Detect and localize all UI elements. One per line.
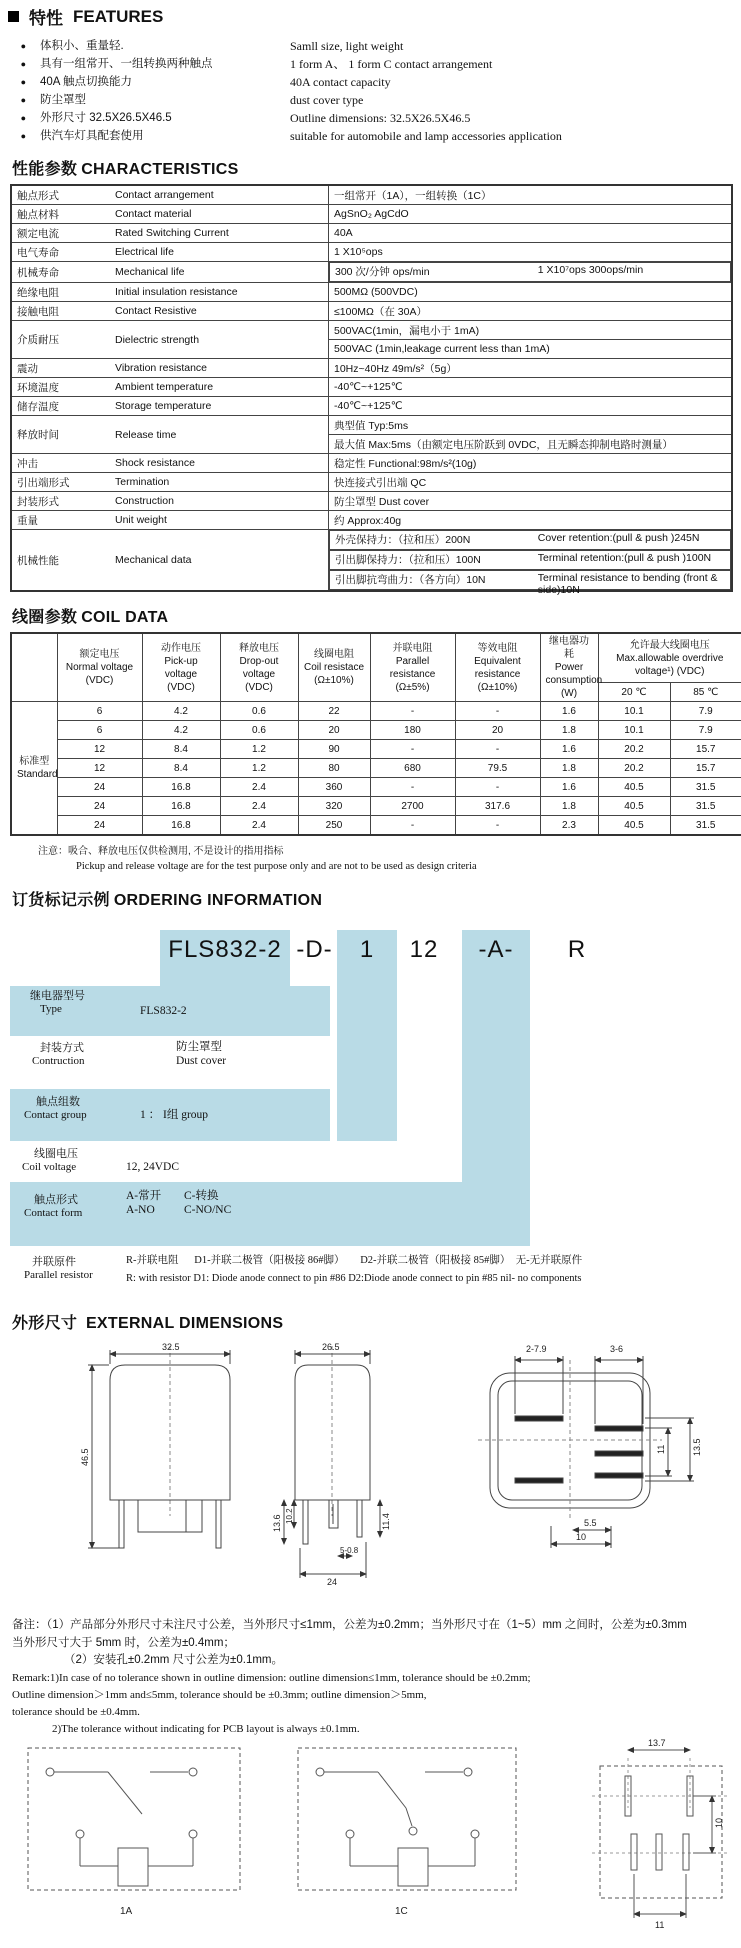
- ordering-row-form-value2: C-转换 C-NO/NC: [184, 1189, 232, 1216]
- dim-side-pin-b: 10.2: [285, 1508, 294, 1524]
- char-value: 1 X10⁵ops: [329, 243, 733, 262]
- bullet-icon: ●: [20, 59, 26, 69]
- pcb-dim-right: 10: [714, 1818, 724, 1829]
- coil-cell: 1.8: [540, 759, 598, 778]
- coil-cell: 250: [298, 816, 370, 836]
- dimensions-heading-cn: 外形尺寸: [12, 1314, 78, 1332]
- coil-cell: -: [455, 778, 540, 797]
- char-label-en: Dielectric strength: [110, 321, 329, 359]
- coil-cell: 12: [57, 759, 142, 778]
- char-value: 引出脚抗弯曲力：（各方向）10N Terminal resistance to bending (front & side)10N: [329, 570, 731, 590]
- ordering-row-parallel-value-cn: R-并联电阻 D1-并联二极管（阳极接 86#脚） D2-并联二极管（阳极接 85#脚） 无-无并联原件: [126, 1254, 583, 1266]
- coil-cell: 6: [57, 721, 142, 740]
- bullet-icon: ●: [20, 77, 26, 87]
- char-label-en: Unit weight: [110, 511, 329, 530]
- dim-side-pin-c: 11.4: [381, 1512, 391, 1530]
- dim-side-tab: 5-0.8: [340, 1545, 359, 1555]
- coil-cell: 20.2: [598, 740, 670, 759]
- char-value: -40℃~+125℃: [329, 397, 733, 416]
- char-label-en: Contact material: [110, 205, 329, 224]
- char-value: 外壳保持力：（拉和压）200N Cover retention:(pull & push )245N: [329, 530, 731, 550]
- ordering-row-group-value: 1 ： I组 group: [140, 1108, 209, 1121]
- coil-cell: 40.5: [598, 797, 670, 816]
- char-label-cn: 触点形式: [11, 185, 110, 205]
- coil-cell: 31.5: [670, 816, 741, 836]
- char-value: 10Hz~40Hz 49m/s²（5g）: [329, 359, 733, 378]
- characteristics-row: [11, 378, 732, 397]
- feature-text-en: Samll size, light weight: [290, 39, 404, 53]
- coil-cell: 2.4: [220, 816, 298, 836]
- ordering-heading-en: ORDERING INFORMATION: [113, 891, 323, 909]
- coil-header: 继电器功耗 Power consumption (W): [540, 633, 598, 702]
- coil-cell: 20.2: [598, 759, 670, 778]
- coil-cell: 22: [298, 702, 370, 721]
- ordering-row-parallel-label: 并联原件 Parallel resistor: [24, 1255, 93, 1281]
- square-bullet-icon: [8, 11, 19, 22]
- char-label-cn: 封装形式: [11, 492, 110, 511]
- char-label-en: Initial insulation resistance: [110, 283, 329, 302]
- coil-header-row: [11, 633, 741, 683]
- char-value: 约 Approx:40g: [329, 511, 733, 530]
- dim-side-width: 26.5: [322, 1341, 340, 1352]
- characteristics-row: [11, 511, 732, 530]
- feature-text-cn: 外形尺寸 32.5X26.5X46.5: [40, 112, 172, 124]
- coil-cell: 2.3: [540, 816, 598, 836]
- coil-cell: 20: [455, 721, 540, 740]
- coil-cell: 2700: [370, 797, 455, 816]
- coil-header: 等效电阻 Equivalent resistance (Ω±10%): [455, 633, 540, 702]
- coil-note-en: Pickup and release voltage are for the test purpose only and are not to be used as design criteria: [76, 861, 477, 872]
- coil-cell: -: [455, 816, 540, 836]
- coil-data-row: [11, 759, 741, 778]
- char-label-en: Contact Resistive: [110, 302, 329, 321]
- dim-side-bottom: 24: [327, 1576, 338, 1587]
- coil-group-header: [11, 633, 57, 702]
- dim-bottom-top-right: 3-6: [610, 1343, 624, 1354]
- char-value: 防尘罩型 Dust cover: [329, 492, 733, 511]
- feature-text-en: dust cover type: [290, 93, 364, 107]
- coil-data-row: [11, 702, 741, 721]
- coil-data-row: [11, 778, 741, 797]
- characteristics-row: [11, 185, 732, 205]
- coil-header: 线圈电阻 Coil resistace (Ω±10%): [298, 633, 370, 702]
- remark-en-3: tolerance should be ±0.4mm.: [12, 1706, 140, 1719]
- dim-bottom-right-inner: 11: [656, 1444, 666, 1454]
- ordering-row-voltage-label: 线圈电压 Coil voltage: [22, 1147, 78, 1173]
- coil-data-row: [11, 721, 741, 740]
- char-label-en: Rated Switching Current: [110, 224, 329, 243]
- coil-cell: 31.5: [670, 778, 741, 797]
- coil-cell: 2.4: [220, 778, 298, 797]
- coil-cell: 320: [298, 797, 370, 816]
- char-value: 500MΩ (500VDC): [329, 283, 733, 302]
- characteristics-row: [11, 530, 732, 551]
- char-label-en: Construction: [110, 492, 329, 511]
- coil-cell: 8.4: [142, 740, 220, 759]
- pcb-dim-top: 13.7: [648, 1738, 666, 1749]
- coil-note: [38, 844, 741, 875]
- ordering-diagram: [0, 926, 741, 1298]
- coil-cell: 15.7: [670, 759, 741, 778]
- wiring-label-1c: 1C: [395, 1906, 408, 1918]
- characteristics-row: [11, 302, 732, 321]
- wiring-diagrams: [0, 1738, 741, 1943]
- characteristics-heading: [12, 156, 741, 179]
- remark-cn-1: 备注：（1）产品部分外形尺寸未注尺寸公差，当外形尺寸≤1mm，公差为±0.2mm；当外形尺寸在（1~5）mm 之间时，公差为±0.3mm: [12, 1618, 687, 1631]
- features-heading-en: FEATURES: [73, 6, 164, 26]
- ordering-row-parallel-value-en: R: with resistor D1: Diode anode connect to pin #86 D2:Diode anode connect to pin #85 nil- no components: [126, 1272, 582, 1284]
- ordering-row-type-label: 继电器型号 Type: [30, 989, 85, 1015]
- ordering-row-voltage-value: 12, 24VDC: [126, 1160, 180, 1173]
- feature-item: [0, 75, 741, 90]
- characteristics-row: [11, 205, 732, 224]
- coil-cell: 180: [370, 721, 455, 740]
- char-value: 引出脚保持力：（拉和压）100N Terminal retention:(pull & push )100N: [329, 550, 731, 570]
- coil-heading-en: COIL DATA: [81, 609, 169, 626]
- coil-cell: 0.6: [220, 721, 298, 740]
- ordering-code-construction: -D-: [296, 935, 333, 963]
- characteristics-row: [11, 359, 732, 378]
- feature-text-en: Outline dimensions: 32.5X26.5X46.5: [290, 111, 471, 125]
- feature-text-cn: 防尘罩型: [40, 94, 86, 106]
- features-heading: [6, 4, 741, 29]
- ordering-row-form-label: 触点形式 Contact form: [24, 1193, 83, 1219]
- char-label-cn: 触点材料: [11, 205, 110, 224]
- features-heading-cn: 特性: [29, 9, 63, 28]
- char-label-en: Mechanical data: [110, 530, 329, 592]
- char-value: 典型值 Typ:5ms: [329, 416, 733, 435]
- ordering-row-construction-value: 防尘罩型 Dust cover: [176, 1040, 227, 1067]
- coil-cell: 24: [57, 816, 142, 836]
- feature-item: [0, 39, 741, 54]
- coil-cell: 4.2: [142, 702, 220, 721]
- coil-heading-cn: 线圈参数: [12, 609, 78, 626]
- char-label-en: Shock resistance: [110, 454, 329, 473]
- char-label-cn: 介质耐压: [11, 321, 110, 359]
- coil-cell: 4.2: [142, 721, 220, 740]
- char-label-en: Mechanical life: [110, 262, 329, 283]
- coil-cell: -: [370, 778, 455, 797]
- pcb-dim-bottom: 11: [655, 1920, 665, 1931]
- dimensions-heading: [12, 1310, 741, 1333]
- ordering-row-form-value1: A-常开 A-NO: [126, 1189, 162, 1216]
- coil-cell: 24: [57, 797, 142, 816]
- coil-cell: 40.5: [598, 816, 670, 836]
- char-label-cn: 绝缘电阻: [11, 283, 110, 302]
- char-value: 快连接式引出端 QC: [329, 473, 733, 492]
- char-value: ≤100MΩ（在 30A）: [329, 302, 733, 321]
- ordering-row-construction-label: 封装方式 Contruction: [32, 1041, 85, 1067]
- coil-cell: 360: [298, 778, 370, 797]
- ordering-code-group: 1: [359, 935, 375, 963]
- coil-cell: 6: [57, 702, 142, 721]
- bullet-icon: ●: [20, 131, 26, 141]
- coil-cell: 16.8: [142, 797, 220, 816]
- coil-cell: 680: [370, 759, 455, 778]
- coil-cell: 0.6: [220, 702, 298, 721]
- feature-text-en: suitable for automobile and lamp accessories application: [290, 129, 562, 143]
- ordering-code-type: FLS832-2: [168, 935, 282, 963]
- coil-cell: 317.6: [455, 797, 540, 816]
- characteristics-table: [10, 184, 733, 596]
- characteristics-row: [11, 262, 732, 283]
- coil-header: 额定电压 Normal voltage (VDC): [57, 633, 142, 702]
- characteristics-row: [11, 397, 732, 416]
- char-label-cn: 重量: [11, 511, 110, 530]
- ordering-code-form: -A-: [478, 935, 514, 963]
- characteristics-row: [11, 416, 732, 435]
- features-list: [0, 39, 741, 144]
- char-value: 稳定性 Functional:98m/s²(10g): [329, 454, 733, 473]
- coil-subheader: 20 ℃: [598, 683, 670, 702]
- char-label-cn: 接触电阻: [11, 302, 110, 321]
- coil-cell: 1.8: [540, 797, 598, 816]
- char-label-cn: 震动: [11, 359, 110, 378]
- dim-bottom-inner: 5.5: [584, 1517, 597, 1528]
- char-label-en: Ambient temperature: [110, 378, 329, 397]
- coil-note-cn: 注意：吸合、释放电压仅供检测用, 不是设计的指用指标: [38, 846, 284, 857]
- coil-cell: 7.9: [670, 702, 741, 721]
- bullet-icon: ●: [20, 95, 26, 105]
- characteristics-row: [11, 492, 732, 511]
- characteristics-heading-cn: 性能参数: [12, 161, 78, 178]
- coil-cell: -: [455, 702, 540, 721]
- char-label-en: Storage temperature: [110, 397, 329, 416]
- remark-cn-2: 当外形尺寸大于 5mm 时，公差为±0.4mm；: [12, 1636, 235, 1649]
- char-value: AgSnO₂ AgCdO: [329, 205, 733, 224]
- coil-data-row: [11, 816, 741, 836]
- dim-bottom-top-left: 2-7.9: [526, 1343, 547, 1354]
- feature-text-cn: 供汽车灯具配套使用: [40, 130, 144, 142]
- coil-cell: 16.8: [142, 778, 220, 797]
- dimension-drawings: [0, 1338, 741, 1606]
- char-label-cn: 引出端形式: [11, 473, 110, 492]
- coil-cell: 2.4: [220, 797, 298, 816]
- remark-cn-3: （2）安装孔±0.2mm 尺寸公差为±0.1mm。: [64, 1654, 284, 1667]
- char-label-cn: 机械寿命: [11, 262, 110, 283]
- remark-en-2: Outline dimension＞1mm and≤5mm, tolerance should be ±0.3mm; outline dimension＞5mm,: [12, 1689, 427, 1702]
- ordering-row-group-label: 触点组数 Contact group: [24, 1095, 87, 1121]
- char-label-en: Contact arrangement: [110, 185, 329, 205]
- characteristics-row: [11, 473, 732, 492]
- coil-cell: -: [455, 740, 540, 759]
- characteristics-heading-en: CHARACTERISTICS: [81, 161, 239, 178]
- feature-item: [0, 93, 741, 108]
- char-value: 300 次/分钟 ops/min 1 X10⁷ops 300ops/min: [329, 262, 731, 282]
- tolerance-remarks: [12, 1617, 741, 1739]
- dim-bottom-right-outer: 13.5: [692, 1438, 702, 1456]
- coil-header: 并联电阻 Parallel resistance (Ω±5%): [370, 633, 455, 702]
- feature-text-en: 40A contact capacity: [290, 75, 391, 89]
- characteristics-row: [11, 321, 732, 340]
- coil-data-row: [11, 797, 741, 816]
- coil-header: 允许最大线圈电压 Max.allowable overdrive voltage¹) (VDC): [598, 633, 741, 683]
- char-label-cn: 电气寿命: [11, 243, 110, 262]
- char-label-cn: 环境温度: [11, 378, 110, 397]
- coil-cell: 40.5: [598, 778, 670, 797]
- characteristics-row: [11, 283, 732, 302]
- ordering-heading: [12, 887, 741, 910]
- coil-cell: 79.5: [455, 759, 540, 778]
- dimensions-heading-en: EXTERNAL DIMENSIONS: [85, 1314, 284, 1332]
- ordering-heading-cn: 订货标记示例: [12, 891, 110, 909]
- char-value: 一组常开（1A），一组转换（1C）: [329, 185, 733, 205]
- coil-data-table: [10, 632, 741, 836]
- characteristics-row: [11, 454, 732, 473]
- coil-cell: 1.8: [540, 721, 598, 740]
- remark-en-4: 2)The tolerance without indicating for PCB layout is always ±0.1mm.: [52, 1723, 360, 1736]
- wiring-label-1a: 1A: [120, 1906, 133, 1918]
- coil-data-row: [11, 740, 741, 759]
- coil-cell: 10.1: [598, 702, 670, 721]
- coil-cell: 15.7: [670, 740, 741, 759]
- char-label-cn: 释放时间: [11, 416, 110, 454]
- dim-front-width: 32.5: [162, 1341, 180, 1352]
- coil-cell: 12: [57, 740, 142, 759]
- dim-bottom-outer: 10: [576, 1531, 587, 1542]
- coil-cell: -: [370, 702, 455, 721]
- feature-item: [0, 57, 741, 72]
- characteristics-row: [11, 224, 732, 243]
- char-value: 500VAC (1min,leakage current less than 1mA): [329, 340, 733, 359]
- char-label-en: Electrical life: [110, 243, 329, 262]
- feature-text-cn: 具有一组常开、一组转换两种触点: [40, 58, 213, 70]
- coil-group-label: 标准型 Standard: [11, 702, 57, 836]
- char-label-cn: 额定电流: [11, 224, 110, 243]
- ordering-row-type-value: FLS832-2: [140, 1004, 187, 1017]
- coil-cell: 7.9: [670, 721, 741, 740]
- feature-text-en: 1 form A、 1 form C contact arrangement: [290, 57, 493, 71]
- coil-cell: 20: [298, 721, 370, 740]
- ordering-code-voltage: 12: [409, 935, 439, 963]
- coil-cell: 80: [298, 759, 370, 778]
- coil-cell: 1.6: [540, 778, 598, 797]
- char-value: 最大值 Max:5ms（由额定电压阶跃到 0VDC，且无瞬态抑制电路时测量）: [329, 435, 733, 454]
- characteristics-row: [11, 243, 732, 262]
- coil-cell: 24: [57, 778, 142, 797]
- coil-cell: 90: [298, 740, 370, 759]
- char-label-en: Release time: [110, 416, 329, 454]
- coil-cell: 1.6: [540, 740, 598, 759]
- bullet-icon: ●: [20, 113, 26, 123]
- coil-cell: 31.5: [670, 797, 741, 816]
- coil-heading: [12, 604, 741, 627]
- ordering-code-parallel: R: [567, 935, 587, 963]
- coil-cell: -: [370, 740, 455, 759]
- feature-text-cn: 40A 触点切换能力: [40, 76, 133, 88]
- coil-cell: 1.2: [220, 740, 298, 759]
- remark-en-1: Remark:1)In case of no tolerance shown in outline dimension: outline dimension≤1mm, tolerance should be ±0.2mm;: [12, 1672, 531, 1685]
- char-value: -40℃~+125℃: [329, 378, 733, 397]
- char-label-cn: 机械性能: [11, 530, 110, 592]
- char-value: 40A: [329, 224, 733, 243]
- dim-side-pin-a: 13.6: [272, 1514, 282, 1532]
- coil-cell: 1.2: [220, 759, 298, 778]
- ordering-highlight-block: [462, 930, 530, 1246]
- coil-subheader: 85 ℃: [670, 683, 741, 702]
- char-label-cn: 储存温度: [11, 397, 110, 416]
- char-label-en: Termination: [110, 473, 329, 492]
- feature-text-cn: 体积小、重量轻.: [40, 40, 124, 52]
- feature-item: [0, 129, 741, 144]
- char-label-cn: 冲击: [11, 454, 110, 473]
- char-label-en: Vibration resistance: [110, 359, 329, 378]
- coil-cell: 1.6: [540, 702, 598, 721]
- coil-cell: 16.8: [142, 816, 220, 836]
- dim-front-height: 46.5: [80, 1448, 90, 1466]
- coil-cell: 8.4: [142, 759, 220, 778]
- bullet-icon: ●: [20, 41, 26, 51]
- feature-item: [0, 111, 741, 126]
- coil-header: 释放电压 Drop-out voltage (VDC): [220, 633, 298, 702]
- char-value: 500VAC(1min，漏电小于 1mA): [329, 321, 733, 340]
- coil-cell: 10.1: [598, 721, 670, 740]
- coil-cell: -: [370, 816, 455, 836]
- coil-header: 动作电压 Pick-up voltage (VDC): [142, 633, 220, 702]
